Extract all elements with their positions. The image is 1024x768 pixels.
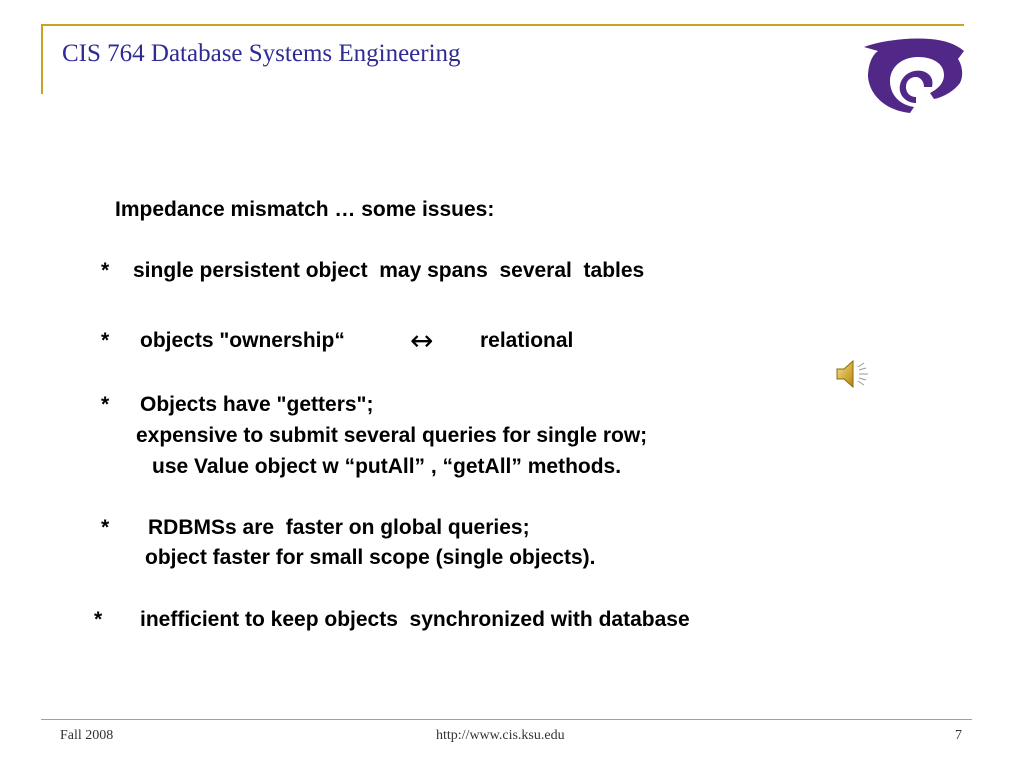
bullet-2-marker: * xyxy=(101,329,110,352)
bullet-4-text: RDBMSs are faster on global queries; xyxy=(148,516,530,539)
bottom-rule xyxy=(41,719,972,720)
slide-title: CIS 764 Database Systems Engineering xyxy=(62,40,461,67)
bullet-3-sub-2: use Value object w “putAll” , “getAll” methods. xyxy=(152,455,622,478)
bullet-2-text: objects "ownership“ xyxy=(140,329,345,352)
top-rule xyxy=(41,24,964,26)
bullet-5-marker: * xyxy=(94,608,103,631)
bullet-3-sub-1: expensive to submit several queries for single row; xyxy=(136,424,648,447)
kstate-wildcat-logo xyxy=(860,35,966,115)
slide-heading: Impedance mismatch … some issues: xyxy=(115,198,495,221)
bullet-5-text: inefficient to keep objects synchronized with database xyxy=(140,608,690,631)
footer-date: Fall 2008 xyxy=(60,728,114,743)
slide-number: 7 xyxy=(955,728,962,743)
bullet-4-marker: * xyxy=(101,516,110,539)
bullet-2-relational: relational xyxy=(480,329,574,352)
bullet-4-sub-1: object faster for small scope (single objects). xyxy=(145,546,596,569)
bullet-3-text: Objects have "getters"; xyxy=(140,393,374,416)
footer-url: http://www.cis.ksu.edu xyxy=(436,728,565,743)
speaker-icon[interactable] xyxy=(834,358,872,390)
left-rule xyxy=(41,24,43,94)
bidirectional-arrow: ↔ xyxy=(410,324,434,357)
bullet-1-marker: * xyxy=(101,259,110,282)
bullet-3-marker: * xyxy=(101,393,110,416)
bullet-1-text: single persistent object may spans several tables xyxy=(133,259,645,282)
